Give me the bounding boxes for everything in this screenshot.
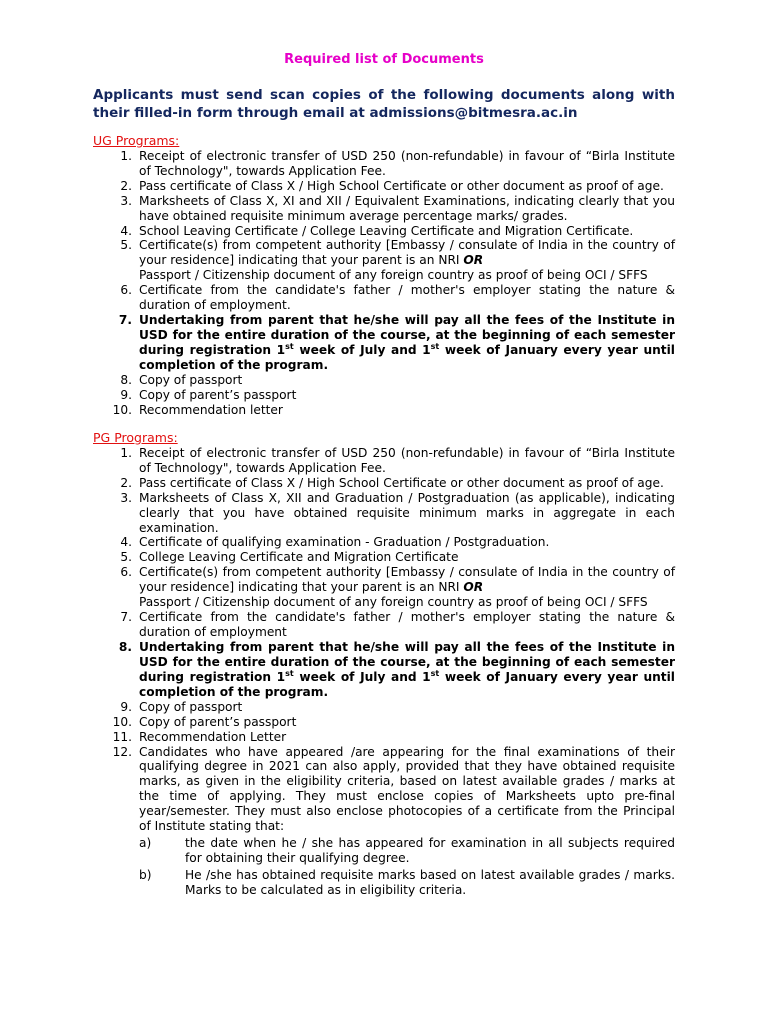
list-item: 3. Marksheets of Class X, XI and XII / Equivalent Examinations, indicating clearly that you have obtained requisite minimum average percentage marks/ grades.: [120, 193, 675, 223]
list-item: 4. School Leaving Certificate / College Leaving Certificate and Migration Certificate.: [120, 223, 634, 238]
sub-list-item: b) He /she has obtained requisite marks based on latest available grades / marks. Marks to be calculated as in eligibility criteria.: [139, 867, 675, 897]
document-title: Required list of Documents: [284, 52, 484, 67]
list-item: 5. Certificate(s) from competent authority [Embassy / consulate of India in the country of your residence] indicating that your parent is an NRI OR Passport / Citizenship document of any foreign country as proof of being OCI / SFFS: [120, 238, 675, 283]
list-item: 7. Certificate from the candidate's father / mother's employer stating the nature & duration of employment: [120, 609, 675, 639]
list-item: 5. College Leaving Certificate and Migration Certificate: [120, 550, 459, 565]
list-item: 7. Undertaking from parent that he/she will pay all the fees of the Institute in USD for the entire duration of the course, at the beginning of each semester during registration 1st week of July and 1st week of January every year until completion of the program.: [118, 312, 675, 372]
list-item: 8. Undertaking from parent that he/she will pay all the fees of the Institute in USD for the entire duration of the course, at the beginning of each semester during registration 1st week of July and 1st week of January every year until completion of the program.: [118, 639, 675, 699]
sub-list-item: a) the date when he / she has appeared for examination in all subjects required for obtaining their qualifying degree.: [139, 835, 675, 865]
list-item: 6. Certificate(s) from competent authority [Embassy / consulate of India in the country of your residence] indicating that your parent is an NRI OR Passport / Citizenship document of any foreign country as proof of being OCI / SFFS: [120, 565, 675, 610]
list-item: 10. Copy of parent’s passport: [112, 714, 297, 729]
list-item: 2. Pass certificate of Class X / High School Certificate or other document as proof of age.: [120, 475, 664, 490]
intro-text: Applicants must send scan copies of the following documents along with their filled-in form through email at admissions@bitmesra.ac.in: [93, 87, 675, 121]
ug-heading: UG Programs:: [93, 133, 180, 148]
list-item: 11. Recommendation Letter: [112, 729, 287, 744]
pg-heading: PG Programs:: [93, 430, 178, 445]
list-item: 10. Recommendation letter: [112, 402, 283, 417]
list-item: 1. Receipt of electronic transfer of USD 250 (non-refundable) in favour of “Birla Institute of Technology", towards Application Fee.: [120, 149, 675, 178]
list-item: 9. Copy of parent’s passport: [120, 387, 297, 402]
list-item: 2. Pass certificate of Class X / High School Certificate or other document as proof of age.: [120, 178, 664, 193]
ug-list: [93, 149, 675, 418]
list-item: 12. Candidates who have appeared /are appearing for the final examinations of their qualifying degree in 2021 can also apply, provided that they have obtained requisite marks, as given in the eligibility criteria, based on latest available grades / marks at the time of applying. They must enclose copies of Marksheets upto pre-final year/semester. They must also enclose photocopies of a certificate from the Principal of Institute stating that: a) the date when he / she has appeared for examination in all subjects required for obtaining their qualifying degree. b) He /she has obtained requisite marks based on latest available grades / marks. Marks to be calculated as in eligibility criteria.: [112, 744, 675, 897]
list-item: 3. Marksheets of Class X, XII and Graduation / Postgraduation (as applicable), indicating clearly that you have obtained requisite minimum marks in aggregate in each examination.: [120, 490, 675, 535]
list-item: 9. Copy of passport: [120, 699, 243, 714]
pg-list: [93, 446, 675, 898]
list-item: 4. Certificate of qualifying examination - Graduation / Postgraduation.: [120, 535, 550, 550]
list-item: 8. Copy of passport: [120, 372, 243, 387]
list-item: 1. Receipt of electronic transfer of USD 250 (non-refundable) in favour of “Birla Institute of Technology", towards Application Fee.: [120, 446, 675, 475]
list-item: 6. Certificate from the candidate's father / mother's employer stating the nature & duration of employment.: [120, 283, 675, 313]
